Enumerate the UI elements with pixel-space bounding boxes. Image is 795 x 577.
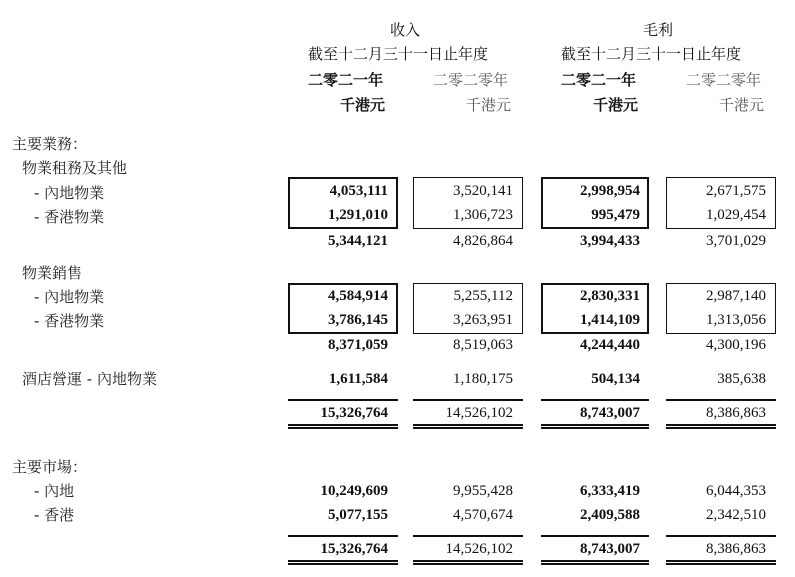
section-business-title: 主要業務：: [12, 135, 88, 153]
market-mainland-gp-2020: 6,044,353: [706, 483, 766, 499]
revenue-year-current: 二零二一年: [308, 71, 384, 89]
market-total-rule: [541, 535, 649, 537]
market-hk-gp-2021: 2,409,588: [580, 507, 640, 523]
business-total-rule: [288, 399, 398, 401]
business-total-rev-2021: 15,326,764: [320, 405, 388, 421]
sales-subtotal-rev-2020: 8,519,063: [453, 337, 513, 353]
leasing-subtotal-gp-2021: 3,994,433: [580, 233, 640, 249]
business-total-double-underline: [666, 424, 776, 429]
business-total-gp-2021: 8,743,007: [580, 405, 640, 421]
section-market-title: 主要市場：: [12, 458, 88, 476]
business-total-double-underline: [541, 424, 649, 429]
sales-hk-gp-2020: 1,313,056: [706, 312, 766, 328]
sales-subtotal-gp-2020: 4,300,196: [706, 337, 766, 353]
leasing-mainland-label: - 內地物業: [34, 184, 105, 202]
market-total-rule: [288, 535, 398, 537]
leasing-mainland-gp-2020: 2,671,575: [706, 183, 766, 199]
gross-profit-year-current: 二零二一年: [561, 71, 637, 89]
leasing-hk-label: - 香港物業: [34, 208, 105, 226]
leasing-mainland-gp-2021: 2,998,954: [580, 183, 640, 199]
sales-mainland-label: - 內地物業: [34, 288, 105, 306]
business-total-rule: [413, 399, 523, 401]
market-mainland-gp-2021: 6,333,419: [580, 483, 640, 499]
gross-profit-year-prior: 二零二零年: [686, 71, 762, 89]
revenue-unit-current: 千港元: [340, 96, 386, 114]
gross-profit-period: 截至十二月三十一日止年度: [561, 45, 742, 63]
market-mainland-rev-2021: 10,249,609: [320, 483, 388, 499]
gross-profit-unit-prior: 千港元: [719, 96, 765, 114]
gross-profit-header-title: 毛利: [643, 21, 674, 39]
revenue-year-prior: 二零二零年: [433, 71, 509, 89]
market-hk-gp-2020: 2,342,510: [706, 507, 766, 523]
leasing-hk-rev-2021: 1,291,010: [328, 207, 388, 223]
business-total-double-underline: [288, 424, 398, 429]
market-mainland-label: - 內地: [34, 482, 75, 500]
leasing-hk-rev-2020: 1,306,723: [453, 207, 513, 223]
sales-subtotal-gp-2021: 4,244,440: [580, 337, 640, 353]
sales-hk-gp-2021: 1,414,109: [580, 312, 640, 328]
market-hk-label: - 香港: [34, 506, 75, 524]
market-total-rev-2021: 15,326,764: [320, 541, 388, 557]
sales-mainland-gp-2021: 2,830,331: [580, 288, 640, 304]
sales-mainland-rev-2020: 5,255,112: [453, 288, 513, 304]
market-total-double-underline: [413, 560, 523, 565]
leasing-mainland-rev-2021: 4,053,111: [329, 183, 388, 199]
hotel-rev-2021: 1,611,584: [328, 371, 388, 387]
sales-hk-label: - 香港物業: [34, 312, 105, 330]
market-total-rule: [413, 535, 523, 537]
hotel-rev-2020: 1,180,175: [453, 371, 513, 387]
market-total-double-underline: [288, 560, 398, 565]
sales-hk-rev-2021: 3,786,145: [328, 312, 388, 328]
business-total-rev-2020: 14,526,102: [445, 405, 513, 421]
hotel-label: 酒店營運 - 內地物業: [22, 370, 157, 388]
market-hk-rev-2020: 4,570,674: [453, 507, 513, 523]
market-total-double-underline: [666, 560, 776, 565]
market-total-rule: [666, 535, 776, 537]
business-total-rule: [666, 399, 776, 401]
leasing-hk-gp-2021: 995,479: [591, 207, 640, 223]
market-mainland-rev-2020: 9,955,428: [453, 483, 513, 499]
sales-hk-rev-2020: 3,263,951: [453, 312, 513, 328]
revenue-header-title: 收入: [390, 21, 421, 39]
business-total-gp-2020: 8,386,863: [706, 405, 766, 421]
sales-mainland-rev-2021: 4,584,914: [328, 288, 388, 304]
business-total-rule: [541, 399, 649, 401]
leasing-mainland-rev-2020: 3,520,141: [453, 183, 513, 199]
revenue-period: 截至十二月三十一日止年度: [308, 45, 489, 63]
market-hk-rev-2021: 5,077,155: [328, 507, 388, 523]
market-total-gp-2020: 8,386,863: [706, 541, 766, 557]
sales-mainland-gp-2020: 2,987,140: [706, 288, 766, 304]
hotel-gp-2020: 385,638: [717, 371, 766, 387]
leasing-subtotal-rev-2021: 5,344,121: [328, 233, 388, 249]
leasing-subtotal-rev-2020: 4,826,864: [453, 233, 513, 249]
revenue-unit-prior: 千港元: [466, 96, 512, 114]
hotel-gp-2021: 504,134: [591, 371, 640, 387]
market-total-double-underline: [541, 560, 649, 565]
market-total-gp-2021: 8,743,007: [580, 541, 640, 557]
leasing-hk-gp-2020: 1,029,454: [706, 207, 766, 223]
gross-profit-unit-current: 千港元: [593, 96, 639, 114]
leasing-subtotal-gp-2020: 3,701,029: [706, 233, 766, 249]
leasing-title: 物業租務及其他: [22, 159, 128, 177]
sales-title: 物業銷售: [22, 264, 83, 282]
market-total-rev-2020: 14,526,102: [445, 541, 513, 557]
business-total-double-underline: [413, 424, 523, 429]
sales-subtotal-rev-2021: 8,371,059: [328, 337, 388, 353]
